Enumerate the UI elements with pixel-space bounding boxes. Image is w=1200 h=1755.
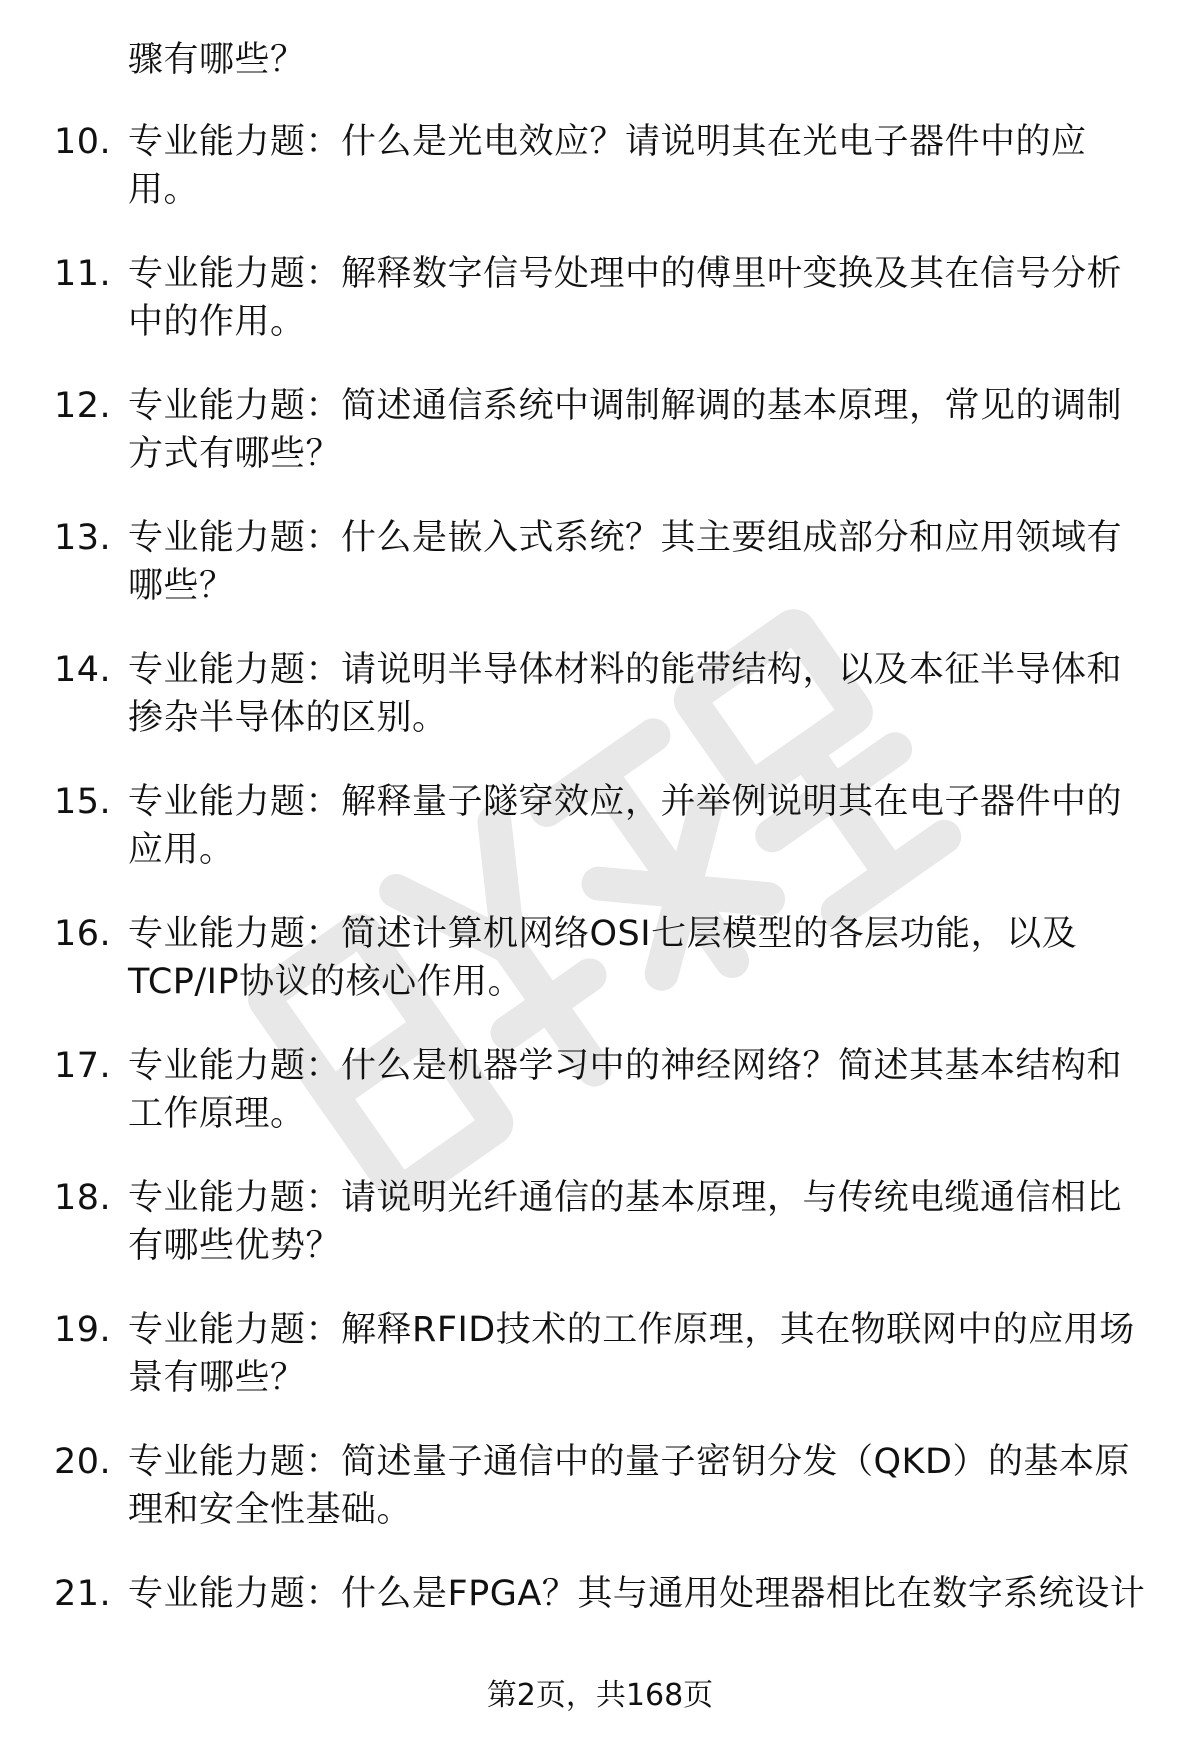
question-text bbox=[128, 1174, 1158, 1270]
question-text bbox=[128, 118, 1158, 214]
question-line-1: 专业能力题：解释量子隧穿效应，并举例说明其在电子器件中的 bbox=[128, 782, 1123, 822]
question-text bbox=[128, 646, 1158, 742]
question-number: 12. bbox=[54, 386, 112, 426]
continuation-text bbox=[128, 36, 1158, 84]
question-number: 11. bbox=[54, 254, 112, 294]
question-line-1: 专业能力题：什么是机器学习中的神经网络？简述其基本结构和 bbox=[128, 1046, 1123, 1086]
question-line-1: 专业能力题：请说明半导体材料的能带结构，以及本征半导体和 bbox=[128, 650, 1123, 690]
question-number: 18. bbox=[54, 1178, 112, 1218]
question-item bbox=[0, 1174, 1200, 1306]
question-line-2: 中的作用。 bbox=[128, 302, 306, 342]
question-text bbox=[128, 514, 1158, 610]
continuation-line: 骤有哪些？ bbox=[128, 40, 306, 80]
question-line-2: 有哪些优势？ bbox=[128, 1226, 342, 1266]
question-number: 20. bbox=[54, 1442, 112, 1482]
question-text bbox=[128, 778, 1158, 874]
question-line-2: 应用。 bbox=[128, 830, 235, 870]
question-text bbox=[128, 382, 1158, 478]
question-number: 10. bbox=[54, 122, 112, 162]
question-line-2: 工作原理。 bbox=[128, 1094, 306, 1134]
question-number: 14. bbox=[54, 650, 112, 690]
question-line-1: 专业能力题：解释数字信号处理中的傅里叶变换及其在信号分析 bbox=[128, 254, 1123, 294]
question-item bbox=[0, 1438, 1200, 1570]
question-text bbox=[128, 910, 1158, 1006]
question-item bbox=[0, 250, 1200, 382]
question-number: 17. bbox=[54, 1046, 112, 1086]
question-line-2: 哪些？ bbox=[128, 566, 235, 606]
question-line-1: 专业能力题：什么是FPGA？其与通用处理器相比在数字系统设计 bbox=[128, 1574, 1146, 1614]
question-line-1: 专业能力题：简述计算机网络OSI七层模型的各层功能，以及 bbox=[128, 914, 1078, 954]
question-item bbox=[0, 382, 1200, 514]
page-footer: 第2页，共168页 bbox=[486, 1678, 714, 1713]
question-text bbox=[128, 1042, 1158, 1138]
continuation-item bbox=[0, 36, 1200, 118]
question-line-2: 掺杂半导体的区别。 bbox=[128, 698, 448, 738]
question-line-2: 景有哪些？ bbox=[128, 1358, 306, 1398]
question-number: 16. bbox=[54, 914, 112, 954]
question-item bbox=[0, 514, 1200, 646]
question-line-1: 专业能力题：请说明光纤通信的基本原理，与传统电缆通信相比 bbox=[128, 1178, 1123, 1218]
question-line-2: 方式有哪些？ bbox=[128, 434, 342, 474]
question-line-1: 专业能力题：简述通信系统中调制解调的基本原理，常见的调制 bbox=[128, 386, 1123, 426]
question-line-1: 专业能力题：什么是光电效应？请说明其在光电子器件中的应 bbox=[128, 122, 1087, 162]
question-items bbox=[0, 118, 1200, 1702]
question-item bbox=[0, 1306, 1200, 1438]
question-line-2: 用。 bbox=[128, 170, 200, 210]
question-list bbox=[0, 36, 1200, 1702]
question-line-1: 专业能力题：简述量子通信中的量子密钥分发（QKD）的基本原 bbox=[128, 1442, 1130, 1482]
question-line-1: 专业能力题：什么是嵌入式系统？其主要组成部分和应用领域有 bbox=[128, 518, 1123, 558]
question-item bbox=[0, 910, 1200, 1042]
question-text bbox=[128, 1570, 1158, 1618]
question-line-1: 专业能力题：解释RFID技术的工作原理，其在物联网中的应用场 bbox=[128, 1310, 1135, 1350]
question-text bbox=[128, 1306, 1158, 1402]
question-item bbox=[0, 646, 1200, 778]
question-number: 15. bbox=[54, 782, 112, 822]
question-item bbox=[0, 1042, 1200, 1174]
question-line-2: TCP/IP协议的核心作用。 bbox=[128, 962, 524, 1002]
question-item bbox=[0, 118, 1200, 250]
question-number: 13. bbox=[54, 518, 112, 558]
question-text bbox=[128, 250, 1158, 346]
question-line-2: 理和安全性基础。 bbox=[128, 1490, 413, 1530]
question-text bbox=[128, 1438, 1158, 1534]
question-number: 19. bbox=[54, 1310, 112, 1350]
question-item bbox=[0, 778, 1200, 910]
question-number: 21. bbox=[54, 1574, 112, 1614]
